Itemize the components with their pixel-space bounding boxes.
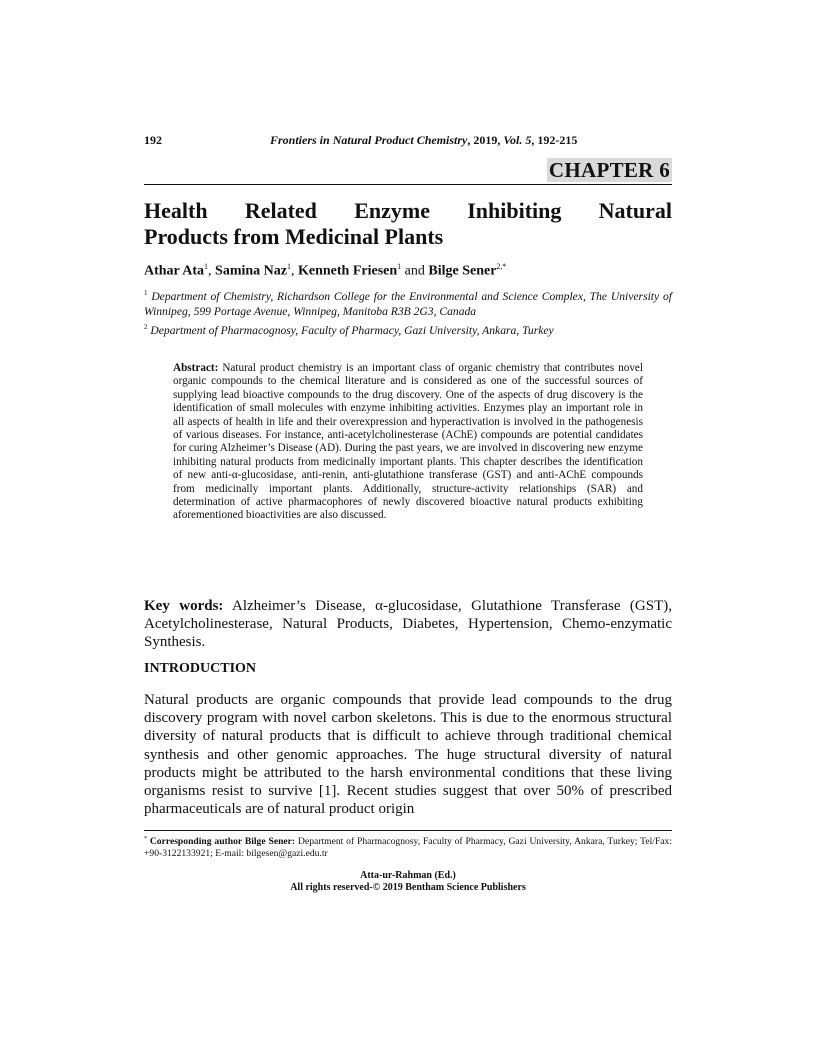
copyright-line: All rights reserved-© 2019 Bentham Science Publishers: [290, 882, 526, 893]
affiliation-marker: 2: [144, 323, 148, 331]
author-separator: ,: [290, 263, 298, 279]
affiliation-text: Department of Chemistry, Richardson College for the Environmental and Science Complex, The University of Winnipeg, 599 Portage Avenue, Winnipeg, Manitoba R3B 2G3, Canada: [144, 289, 672, 318]
abstract-label: Abstract:: [173, 362, 219, 374]
journal-year: , 2019,: [467, 133, 504, 147]
title-word: Related: [244, 198, 317, 223]
footnote-label: Corresponding author Bilge Sener:: [149, 836, 296, 848]
author-name: Athar Ata: [144, 263, 205, 279]
keywords-block: [144, 597, 672, 651]
abstract-block: [173, 362, 643, 523]
affiliation-2: [144, 320, 672, 338]
journal-volume: Vol. 5: [503, 133, 532, 147]
page-number: 192: [144, 133, 162, 147]
author-affil-marker: 1: [204, 262, 209, 271]
title-word: Health: [144, 198, 208, 223]
title-word: Enzyme: [354, 198, 430, 223]
journal-name: Frontiers in Natural Product Chemistry: [270, 133, 468, 147]
journal-pages: , 192-215: [531, 133, 578, 147]
footnote-text: Department of Pharmacognosy, Faculty of Pharmacy, Gazi University, Ankara, Turkey; Tel/Fax: +90-3122133921; E-mail: bilgesen@gazi.edu.tr: [144, 836, 672, 860]
author-separator: ,: [208, 263, 216, 279]
title-line-2: Products from Medicinal Plants: [144, 224, 444, 249]
editor-name: Atta-ur-Rahman (Ed.): [360, 870, 456, 881]
author-name: Kenneth Friesen: [297, 263, 398, 279]
title-word: Inhibiting: [467, 198, 562, 223]
author-separator: and: [401, 263, 429, 279]
footnote-rule: [144, 830, 672, 831]
affiliation-marker: 1: [144, 289, 148, 297]
paper-title: [144, 198, 672, 250]
title-word: Natural: [598, 198, 672, 223]
chapter-row: [144, 158, 672, 185]
journal-citation: [270, 133, 577, 148]
editor-credit: [144, 870, 672, 894]
keywords-label: Key words:: [144, 598, 224, 614]
chapter-label: CHAPTER 6: [548, 158, 670, 182]
author-name: Bilge Sener: [428, 263, 497, 279]
keywords-text: Alzheimer’s Disease, α-glucosidase, Glutathione Transferase (GST), Acetylcholinesterase, Natural Products, Diabetes, Hypertension, Chemo-enzymatic Synthesis.: [144, 598, 672, 650]
footnote-marker: *: [144, 836, 147, 842]
abstract-text: Natural product chemistry is an important class of organic chemistry that contributes novel organic compounds to the chemical literature and is considered as one of the successful sources of supplying lead bioactive compounds to the drug discovery. One of the aspects of drug discovery is the identification of small molecules with enzyme inhibiting activities. Enzymes play an important role in all aspects of health in life and their overexpression and hyperactivation is involved in the pathogenesis of various diseases. For instance, anti-acetylcholinesterase (AChE) compounds are potential candidates for curing Alzheimer’s Disease (AD). During the past years, we are involved in discovering new enzyme inhibiting natural products from medicinally important plants. This chapter describes the identification of new anti-α-glucosidase, anti-renin, anti-glutathione transferase (GST) and anti-AChE compounds from medicinally important plants. Additionally, structure-activity relationships (SAR) and determination of active pharmacophores of newly discovered bioactive natural products exhibiting aforementioned bioactivities are also discussed.: [173, 362, 644, 522]
introduction-heading: INTRODUCTION: [144, 661, 257, 676]
author-name: Samina Naz: [215, 263, 287, 279]
author-affil-marker: 1: [286, 262, 291, 271]
affiliation-text: Department of Pharmacognosy, Faculty of Pharmacy, Gazi University, Ankara, Turkey: [150, 323, 554, 337]
footnote: [144, 833, 672, 860]
introduction-text: Natural products are organic compounds that provide lead compounds to the drug discovery program with novel carbon skeletons. This is due to the enormous structural diversity of natural products that is difficult to achieve through traditional chemical synthesis and other genomic approaches. The huge structural diversity of natural products might be attributed to the harsh environmental conditions that these living organisms resist to survive [1]. Recent studies suggest that over 50% of prescribed pharmaceuticals are of natural product origin: [144, 692, 672, 818]
author-affil-marker: 2,*: [496, 262, 507, 271]
author-affil-marker: 1: [397, 262, 402, 271]
affiliation-1: [144, 286, 672, 319]
title-line-1: [144, 198, 672, 224]
author-list: [144, 262, 672, 280]
